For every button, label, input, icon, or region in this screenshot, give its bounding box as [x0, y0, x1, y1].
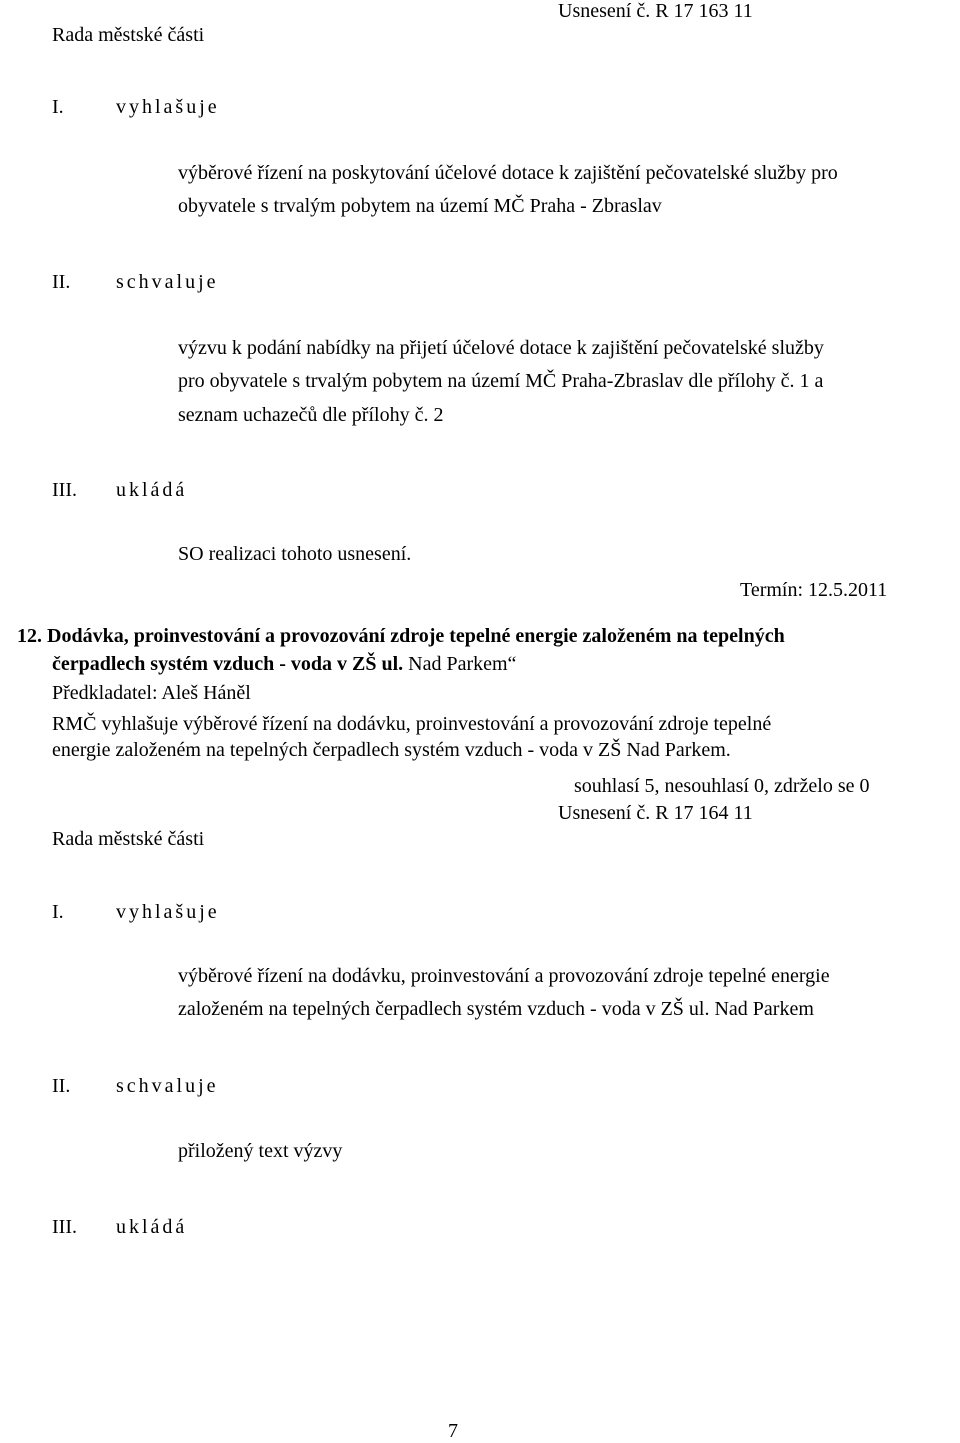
- description-line: energie založeném na tepelných čerpadlech systém vzduch - voda v ZŠ Nad Parkem.: [52, 739, 731, 761]
- agenda-item-title-rest: Nad Parkem“: [403, 653, 517, 675]
- item-roman: III.: [52, 1216, 77, 1238]
- item-text-line: obyvatele s trvalým pobytem na území MČ Praha - Zbraslav: [178, 195, 662, 217]
- item-verb: schvaluje: [116, 1075, 219, 1097]
- vote-result: souhlasí 5, nesouhlasí 0, zdrželo se 0: [574, 775, 870, 797]
- item-verb: vyhlašuje: [116, 901, 220, 923]
- resolution-number: Usnesení č. R 17 163 11: [558, 0, 753, 22]
- item-text-line: výběrové řízení na dodávku, proinvestování a provozování zdroje tepelné energie: [178, 965, 830, 987]
- item-verb: schvaluje: [116, 271, 219, 293]
- item-roman: II.: [52, 271, 71, 293]
- item-text-line: výzvu k podání nabídky na přijetí účelové dotace k zajištění pečovatelské služby: [178, 337, 824, 359]
- item-roman: I.: [52, 96, 64, 118]
- council-label: Rada městské části: [52, 828, 205, 850]
- item-text-line: pro obyvatele s trvalým pobytem na území MČ Praha-Zbraslav dle přílohy č. 1 a: [178, 370, 824, 392]
- submitter: Předkladatel: Aleš Háněl: [52, 682, 251, 704]
- item-roman: II.: [52, 1075, 71, 1097]
- item-text-line: výběrové řízení na poskytování účelové dotace k zajištění pečovatelské služby pro: [178, 162, 838, 184]
- deadline: Termín: 12.5.2011: [740, 579, 888, 601]
- item-roman: I.: [52, 901, 64, 923]
- item-roman: III.: [52, 479, 77, 501]
- description-line: RMČ vyhlašuje výběrové řízení na dodávku, proinvestování a provozování zdroje tepelné: [52, 713, 772, 735]
- council-label: Rada městské části: [52, 24, 205, 46]
- item-verb: ukládá: [116, 479, 188, 501]
- item-verb: vyhlašuje: [116, 96, 220, 118]
- agenda-item-title: 12. Dodávka, proinvestování a provozování zdroje tepelné energie založeném na tepelných: [17, 625, 785, 647]
- agenda-item-title-bold: čerpadlech systém vzduch - voda v ZŠ ul.: [52, 653, 404, 675]
- resolution-number: Usnesení č. R 17 164 11: [558, 802, 753, 824]
- agenda-item-title-line2: [52, 653, 516, 676]
- item-text-line: seznam uchazečů dle přílohy č. 2: [178, 404, 444, 426]
- page-number: 7: [448, 1420, 458, 1442]
- item-text-line: SO realizaci tohoto usnesení.: [178, 543, 412, 565]
- item-verb: ukládá: [116, 1216, 188, 1238]
- item-text-line: založeném na tepelných čerpadlech systém vzduch - voda v ZŠ ul. Nad Parkem: [178, 998, 814, 1020]
- item-text-line: přiložený text výzvy: [178, 1140, 343, 1162]
